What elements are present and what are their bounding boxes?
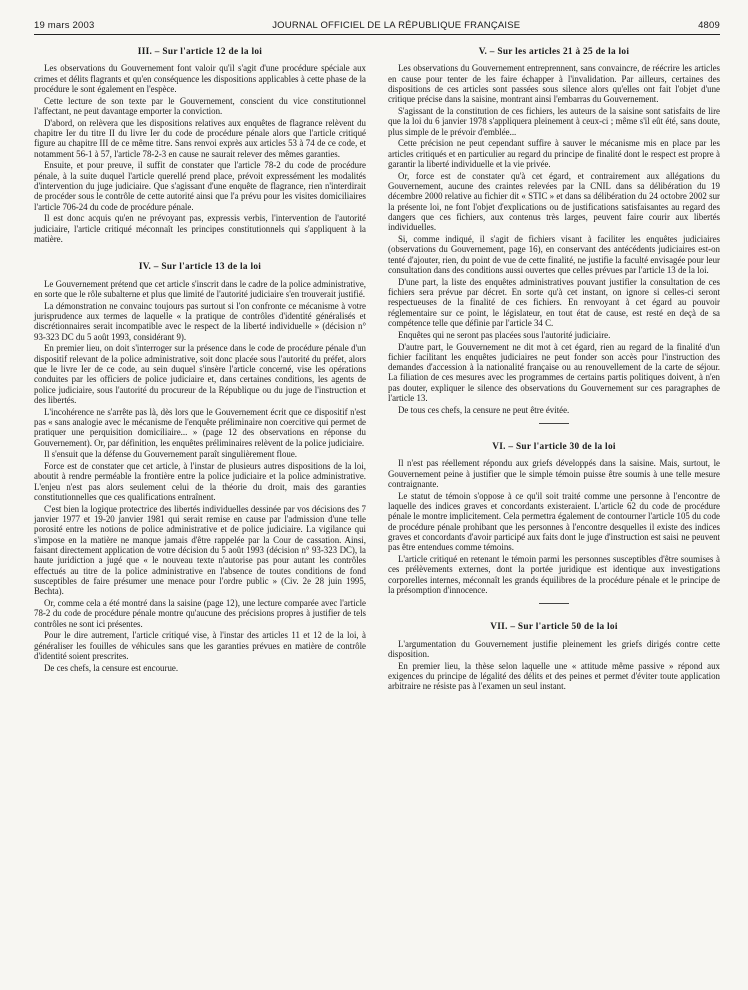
header-date: 19 mars 2003 <box>34 20 95 31</box>
paragraph: D'autre part, le Gouvernement ne dit mot à cet égard, rien au regard de la finalité d'un fichier facilitant les enquêtes judiciaires ne peut fonder son accès pour l'instruction des demandes d'accession à la nationalité française ou au renouvellement de la carte de séjour. La filiation de ces mesures avec les programmes de certains partis politiques doivent, à n'en pas douter, expliquer le silence des observations du Gouvernement sur ces paragraphes de l'article 13. <box>388 341 720 403</box>
paragraph: Cette précision ne peut cependant suffire à sauver le mécanisme mis en place par les articles critiqués et en particulier au regard du principe de finalité dont le respect est propre à garantir la liberté individuelle et la vie privée. <box>388 138 720 169</box>
two-column-body <box>34 45 720 693</box>
paragraph: C'est bien la logique protectrice des libertés individuelles dessinée par vos décisions des 7 janvier 1977 et 19-20 janvier 1981 qui serait remise en cause par l'admission d'une telle porosité entre les notions de police administrative et de police judiciaire. La vigilance qui s'impose en la matière ne manque jamais d'être rappelée par la Cour de cassation. Ainsi, faisant directement application de votre décision du 5 août 1993 (décision n° 93-323 DC), la haute juridiction a jugé que « le nouveau texte n'autorise pas pour autant les contrôles effectués au titre de la police administrative en l'absence de toutes conditions de fond susceptibles de faire présumer une menace pour l'ordre public » (Civ. 2e 28 juin 1995, Bechta). <box>34 503 366 597</box>
paragraph: Pour le dire autrement, l'article critiqué vise, à l'instar des articles 11 et 12 de la loi, à généraliser les fouilles de véhicules sans que les garanties prévues en matière de contrôle d'identité soient prescrites. <box>34 630 366 662</box>
paragraph: Or, force est de constater qu'à cet égard, et contrairement aux allégations du Gouvernement, aucune des craintes relevées par la CNIL dans sa délibération du 19 décembre 2000 relative au fichier dit « STIC » et dans sa délibération du 24 octobre 2002 sur la présente loi, ne font l'objet d'explications ou de justifications satisfaisantes au regard des dangers que ces fichiers, aux contenus très larges, peuvent faire courir aux libertés individuelles. <box>388 170 720 233</box>
paragraph: Ensuite, et pour preuve, il suffit de constater que l'article 78-2 du code de procédure pénale, à la suite duquel l'article querellé prend place, prévoit expressément les modalités d'intervention du juge judiciaire. Que s'agissant d'une enquête de flagrance, rien n'interdirait de procéder sous le contrôle de cette autorité ainsi que l'a prévu pour les visites domiciliaires l'article 706-24 du code de procédure pénale. <box>34 160 366 212</box>
section-title-vii: VII. – Sur l'article 50 de la loi <box>490 622 618 633</box>
paragraph: Le Gouvernement prétend que cet article s'inscrit dans le cadre de la police administrative, en sorte que le rôle subalterne et plus que limité de l'autorité judiciaire s'en trouverait justifié. <box>34 278 366 299</box>
section-title-vi: VI. – Sur l'article 30 de la loi <box>492 442 616 453</box>
paragraph: Il est donc acquis qu'en ne prévoyant pas, expressis verbis, l'intervention de l'autorité judiciaire, l'article critiqué méconnaît les principes constitutionnels qui s'appliquent à la matière. <box>34 213 366 245</box>
section-divider <box>539 423 569 424</box>
left-column <box>34 45 366 693</box>
paragraph: L'incohérence ne s'arrête pas là, dès lors que le Gouvernement écrit que ce dispositif n'est pas « sans analogie avec le mécanisme de l'enquête préliminaire non coercitive qui permet de pratiquer une perquisition domiciliaire... » (page 12 des observations en réponse du Gouvernement). Or, par définition, les enquêtes préliminaires relèvent de la police judiciaire. <box>34 406 366 448</box>
paragraph: Force est de constater que cet article, à l'instar de plusieurs autres dispositions de la loi, aboutit à rendre perméable la frontière entre la police judiciaire et la police administrative. L'enjeu n'est pas alors seulement celui de la théorie du droit, mais des garanties constitutionnelles que ces qualifications entraînent. <box>34 461 366 503</box>
paragraph: De ces chefs, la censure est encourue. <box>44 662 179 673</box>
right-column <box>388 45 720 693</box>
header-page-number: 4809 <box>698 20 720 31</box>
paragraph: Cette lecture de son texte par le Gouvernement, conscient du vice constitutionnel l'affectant, ne peut davantage emporter la conviction. <box>34 95 366 116</box>
section-title-iv: IV. – Sur l'article 13 de la loi <box>138 262 262 273</box>
paragraph: De tous ces chefs, la censure ne peut être évitée. <box>398 404 570 415</box>
paragraph: Enquêtes qui ne seront pas placées sous l'autorité judiciaire. <box>398 329 611 340</box>
paragraph: Or, comme cela a été montré dans la saisine (page 12), une lecture comparée avec l'article 78-2 du code de procédure pénale montre qu'aucune des précisions propres à justifier de tels contrôles ne sont ici présentes. <box>34 598 366 629</box>
paragraph: L'argumentation du Gouvernement justifie pleinement les griefs dirigés contre cette disposition. <box>388 638 720 659</box>
paragraph: Les observations du Gouvernement font valoir qu'il s'agit d'une procédure spéciale aux crimes et délits flagrants et qu'en conséquence les dispositions applicables à cette phase de la procédure le sont également en l'espèce. <box>34 63 366 94</box>
paragraph: L'article critiqué en retenant le témoin parmi les personnes susceptibles d'être soumises à ces prélèvements externes, dont la portée juridique est identique aux investigations corporelles internes, méconnaît les grands équilibres de la procédure pénale et le principe de la présomption d'innocence. <box>388 554 720 595</box>
paragraph: Il n'est pas réellement répondu aux griefs développés dans la saisine. Mais, surtout, le Gouvernement peine à justifier que le simple témoin puisse être soumis à une telle mesure contraignante. <box>388 458 720 489</box>
paragraph: Le statut de témoin s'oppose à ce qu'il soit traité comme une personne à l'encontre de laquelle des indices graves et concordants existeraient. L'article 62 du code de procédure pénale le montre implicitement. Cela permettra également de contourner l'article 105 du code de procédure pénale prohibant que les personnes à l'encontre desquelles il existe des indices graves et concordants d'avoir participé aux faits dont le juge d'instruction est saisi ne peuvent pas être entendues comme témoins. <box>388 490 720 553</box>
paragraph: En premier lieu, la thèse selon laquelle une « attitude même passive » répond aux exigences du principe de légalité des délits et des peines et permet d'éviter toute application arbitraire ne résiste pas à l'examen un seul instant. <box>388 660 720 692</box>
paragraph: Si, comme indiqué, il s'agit de fichiers visant à faciliter les enquêtes judiciaires (observations du Gouvernement, page 16), en conservant des antécédents judiciaires est-on tenté d'ajouter, rien, du point de vue de cette finalité, ne justifie la faculté envisagée pour leur consultation dans des conditions aussi ouvertes que celles prévues par l'article 13 de la loi. <box>388 234 720 275</box>
paragraph: D'abord, on relèvera que les dispositions relatives aux enquêtes de flagrance relèvent du chapitre Ier du titre II du livre Ier du code de procédure pénale alors que l'article critiqué figure au chapitre III de ce même titre. Sans renvoi exprès aux articles 53 à 74 de ce code, et notamment 56-1 à 57, l'article 78-2-3 en cause ne saurait relever des mêmes garanties. <box>34 117 366 159</box>
section-title-v: V. – Sur les articles 21 à 25 de la loi <box>478 47 630 57</box>
running-header <box>34 20 720 35</box>
paragraph: Les observations du Gouvernement entreprennent, sans convaincre, de réécrire les articles en cause pour tenter de les faire échapper à l'invalidation. Par ailleurs, certaines des dispositions de ces articles sont passées sous silence alors qu'elles ont fait l'objet d'une critique précise dans la saisine, montrant ainsi l'embarras du Gouvernement. <box>388 63 720 105</box>
paragraph: Il s'ensuit que la défense du Gouvernement paraît singulièrement floue. <box>44 449 297 460</box>
paragraph: D'une part, la liste des enquêtes administratives pouvant justifier la consultation de ces fichiers sera prévue par décret. En sorte qu'à cet instant, on ignore si celles-ci seront respectueuses de la finalité de ces fichiers. En renvoyant à cet égard au pouvoir réglementaire sur ce point, le législateur, en tout état de cause, est resté en deçà de sa compétence telle que définie par l'article 34 C. <box>388 276 720 328</box>
section-divider <box>539 603 569 604</box>
section-title-iii: III. – Sur l'article 12 de la loi <box>137 47 263 57</box>
paragraph: En premier lieu, on doit s'interroger sur la présence dans le code de procédure pénale d'un dispositif relevant de la police administrative, soit donc placée sous l'autorité du préfet, alors que le livre Ier de ce code, au sein duquel s'insère l'article concerné, vise les opérations conduites par les officiers de police judiciaire et, dans certaines conditions, les agents de police judiciaire, sous l'autorité du procureur de la République ou du juge de l'instruction et des libertés. <box>34 343 366 405</box>
paragraph: S'agissant de la constitution de ces fichiers, les auteurs de la saisine sont satisfaits de lire que la loi du 6 janvier 1978 s'appliquera pleinement à ceux-ci ; même s'il eût été, sans doute, plus simple de le prévoir d'emblée... <box>388 105 720 137</box>
header-title: JOURNAL OFFICIEL DE LA RÉPUBLIQUE FRANÇAISE <box>272 20 521 31</box>
paragraph: La démonstration ne convainc toujours pas surtout si l'on confronte ce mécanisme à votre jurisprudence aux termes de laquelle « la pratique de contrôles d'identité généralisés et discrétionnaires serait incompatible avec le respect de la liberté individuelle » (décision n° 93-323 DC du 5 août 1993, considérant 9). <box>34 300 366 342</box>
